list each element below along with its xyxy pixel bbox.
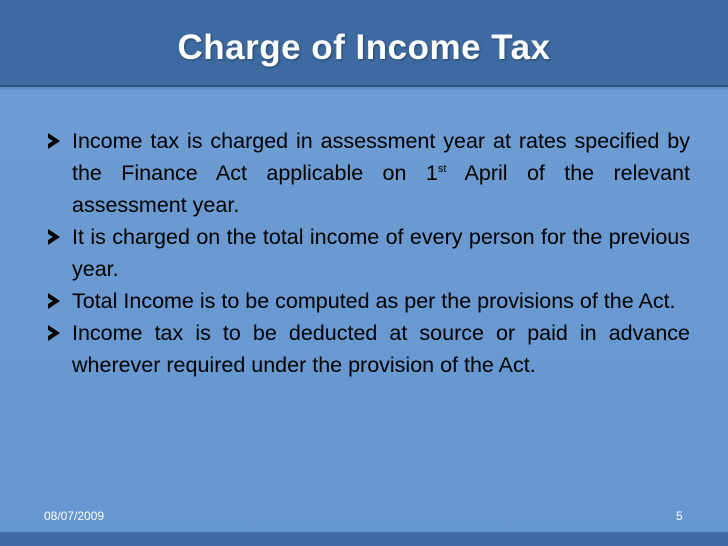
bullet-superscript: st <box>437 162 447 175</box>
arrow-bullet-icon <box>48 229 60 245</box>
bullet-item <box>46 317 690 381</box>
bullet-text: Total Income is to be computed as per the provisions of the Act. <box>72 289 676 313</box>
bullet-text: It is charged on the total income of every person for the previous year. <box>72 225 690 281</box>
page-number: 5 <box>676 509 683 523</box>
arrow-bullet-icon <box>48 133 60 149</box>
bullet-list <box>46 125 690 381</box>
bullet-item <box>46 285 690 317</box>
bullet-text: Income tax is to be deducted at source or paid in advance wherever required under the provision of the Act. <box>72 321 690 377</box>
bottom-band <box>0 532 728 546</box>
slide-title: Charge of Income Tax <box>177 28 551 67</box>
arrow-bullet-icon <box>48 325 60 341</box>
bullet-text-continued: April of the relevant assessment year. <box>72 161 690 217</box>
bullet-item <box>46 125 690 221</box>
bullet-text: Income tax is charged in assessment year at rates specified by the Finance Act applicable on 1 <box>72 129 690 185</box>
title-bar <box>0 0 728 87</box>
bullet-item <box>46 221 690 285</box>
footer-date: 08/07/2009 <box>44 509 105 523</box>
arrow-bullet-icon <box>48 293 60 309</box>
